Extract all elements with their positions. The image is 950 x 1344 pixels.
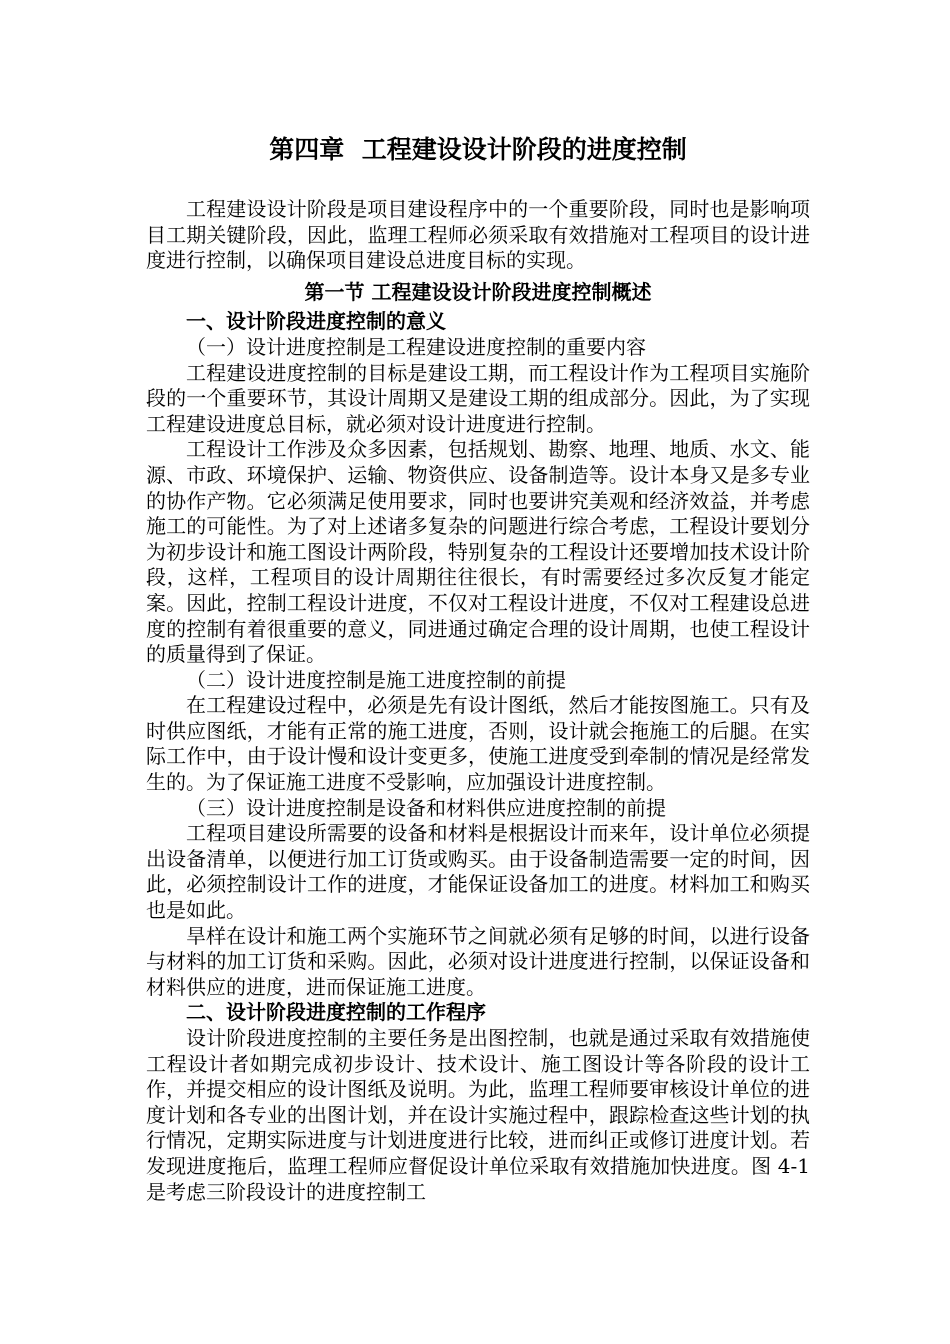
paragraph-2: 工程设计工作涉及众多因素，包括规划、勘察、地理、地质、水文、能源、市政、环境保护、运输、物资供应、设备制造等。设计本身又是多专业的协作产物。它必须满足使用要求，同时也要讲究美观和经济效益，并考虑施工的可能性。为了对上述诸多复杂的问题进行综合考虑，工程设计要划分为初步设计和施工图设计两阶段，特别复杂的工程设计还要增加技术设计阶段，这样，工程项目的设计周期往往很长，有时需要经过多次反复才能定案。因此，控制工程设计进度，不仅对工程设计进度，不仅对工程建设总进度的控制有着很重要的意义，同进通过确定合理的设计周期，也使工程设计的质量得到了保证。 [146, 437, 810, 667]
paragraph-4: 工程项目建设所需要的设备和材料是根据设计而来年，设计单位必须提出设备清单，以便进行加工订货或购买。由于设备制造需要一定的时间，因此，必须控制设计工作的进度，才能保证设备加工的进度。材料加工和购买也是如此。 [146, 821, 810, 923]
chapter-title: 第四章 工程建设设计阶段的进度控制 [269, 135, 687, 164]
subheading-1: （一）设计进度控制是工程建设进度控制的重要内容 [186, 334, 646, 359]
subheading-3: （三）设计进度控制是设备和材料供应进度控制的前提 [186, 795, 666, 820]
paragraph-5: 旱样在设计和施工两个实施环节之间就必须有足够的时间，以进行设备与材料的加工订货和采购。因此，必须对设计进度进行控制，以保证设备和材料供应的进度，进而保证施工进度。 [146, 923, 810, 999]
intro-paragraph: 工程建设设计阶段是项目建设程序中的一个重要阶段，同时也是影响项目工期关键阶段，因此，监理工程师必须采取有效措施对工程项目的设计进度进行控制，以确保项目建设总进度目标的实现。 [146, 197, 810, 273]
document-body [146, 197, 810, 1205]
paragraph-6: 设计阶段进度控制的主要任务是出图控制，也就是通过采取有效措施使工程设计者如期完成初步设计、技术设计、施工图设计等各阶段的设计工作，并提交相应的设计图纸及说明。为此，监理工程师要审核设计单位的进度计划和各专业的出图计划，并在设计实施过程中，跟踪检查这些计划的执行情况，定期实际进度与计划进度进行比较，进而纠正或修订进度计划。若发现进度拖后，监理工程师应督促设计单位采取有效措施加快进度。图 4-1 是考虑三阶段设计的进度控制工 [146, 1026, 810, 1204]
paragraph-3: 在工程建设过程中，必须是先有设计图纸，然后才能按图施工。只有及时供应图纸，才能有正常的施工进度，否则，设计就会拖施工的后腿。在实际工作中，由于设计慢和设计变更多，使施工进度受到牵制的情况是经常发生的。为了保证施工进度不受影响，应加强设计进度控制。 [146, 693, 810, 795]
subheading-2: （二）设计进度控制是施工进度控制的前提 [186, 667, 566, 692]
heading-significance: 一、设计阶段进度控制的意义 [186, 309, 446, 334]
heading-procedure: 二、设计阶段进度控制的工作程序 [186, 1000, 486, 1025]
section-title: 第一节 工程建设设计阶段进度控制概述 [304, 279, 652, 304]
paragraph-1: 工程建设进度控制的目标是建设工期，而工程设计作为工程项目实施阶段的一个重要环节，其设计周期又是建设工期的组成部分。因此，为了实现工程建设进度总目标，就必须对设计进度进行控制。 [146, 360, 810, 436]
